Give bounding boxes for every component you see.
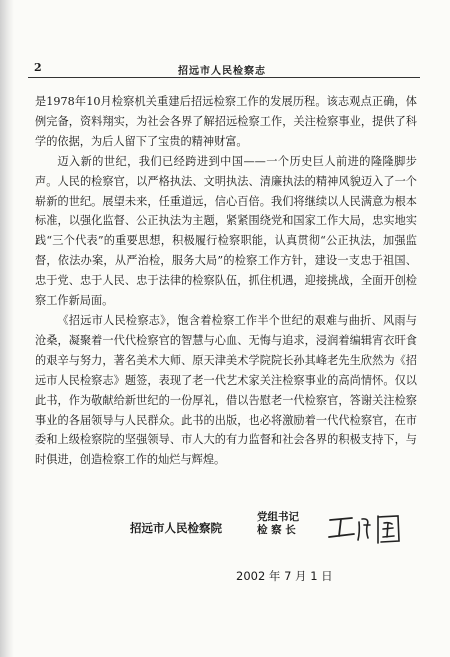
- page-header: [28, 60, 420, 78]
- signer-titles: [257, 511, 317, 537]
- running-title: 招远市人民检察志: [178, 66, 266, 77]
- binding-shadow: [0, 0, 14, 657]
- paragraph: 迈入新的世纪，我们已经跨进到中国——一个历史巨人前进的隆隆脚步声。人民的检察官，以严格执法、文明执法、清廉执法的精神风貌迈入了一个崭新的世纪。展望未来，任重道远，信心百倍。我们将继续以人民满意为根本标准，以强化监督、公正执法为主题，紧紧围绕党和国家工作大局，忠实地实践“三个代表”的重要思想，积极履行检察职能，认真贯彻“公正执法，加强监督，依法办案，从严治检，服务大局”的检察工作方针，建设一支忠于祖国、忠于党、忠于人民、忠于法律的检察队伍，抓住机遇，迎接挑战，全面开创检察工作新局面。: [35, 154, 417, 308]
- handwritten-signature: [326, 510, 406, 548]
- organization-name: 招远市人民检察院: [130, 521, 222, 535]
- document-date: 2002 年 7 月 1 日: [236, 569, 333, 583]
- title-line: 党组书记: [257, 511, 299, 523]
- paragraph: 是1978年10月检察机关重建后招远检察工作的发展历程。该志观点正确，体例完备，资料翔实，为社会各界了解招远检察工作，关注检察事业，提供了科学的依据，为后人留下了宝贵的精神财富。: [35, 95, 417, 148]
- paragraph: 《招远市人民检察志》，饱含着检察工作半个世纪的艰难与曲折、风雨与沧桑，凝聚着一代代检察官的智慧与心血、无悔与追求，浸润着编辑宵衣旰食的艰辛与努力，著名美术大师、原天津美术学院院长孙其峰老先生欣然为《招远市人民检察志》题签，表现了老一代艺术家关注检察事业的高尚情怀。仅以此书，作为敬献给新世纪的一份厚礼，借以告慰老一代检察官，答谢关注检察事业的各届领导与人民群众。此书的出版，也必将激励着一代代检察官，在市委和上级检察院的坚强领导、市人大的有力监督和社会各界的积极支持下，与时俱进，创造检察工作的灿烂与辉煌。: [35, 313, 417, 467]
- title-line: 检 察 长: [257, 524, 296, 536]
- signature-block: [130, 510, 410, 550]
- header-rule: [28, 77, 420, 78]
- page-number: 2: [34, 61, 42, 74]
- body-text: [35, 92, 417, 470]
